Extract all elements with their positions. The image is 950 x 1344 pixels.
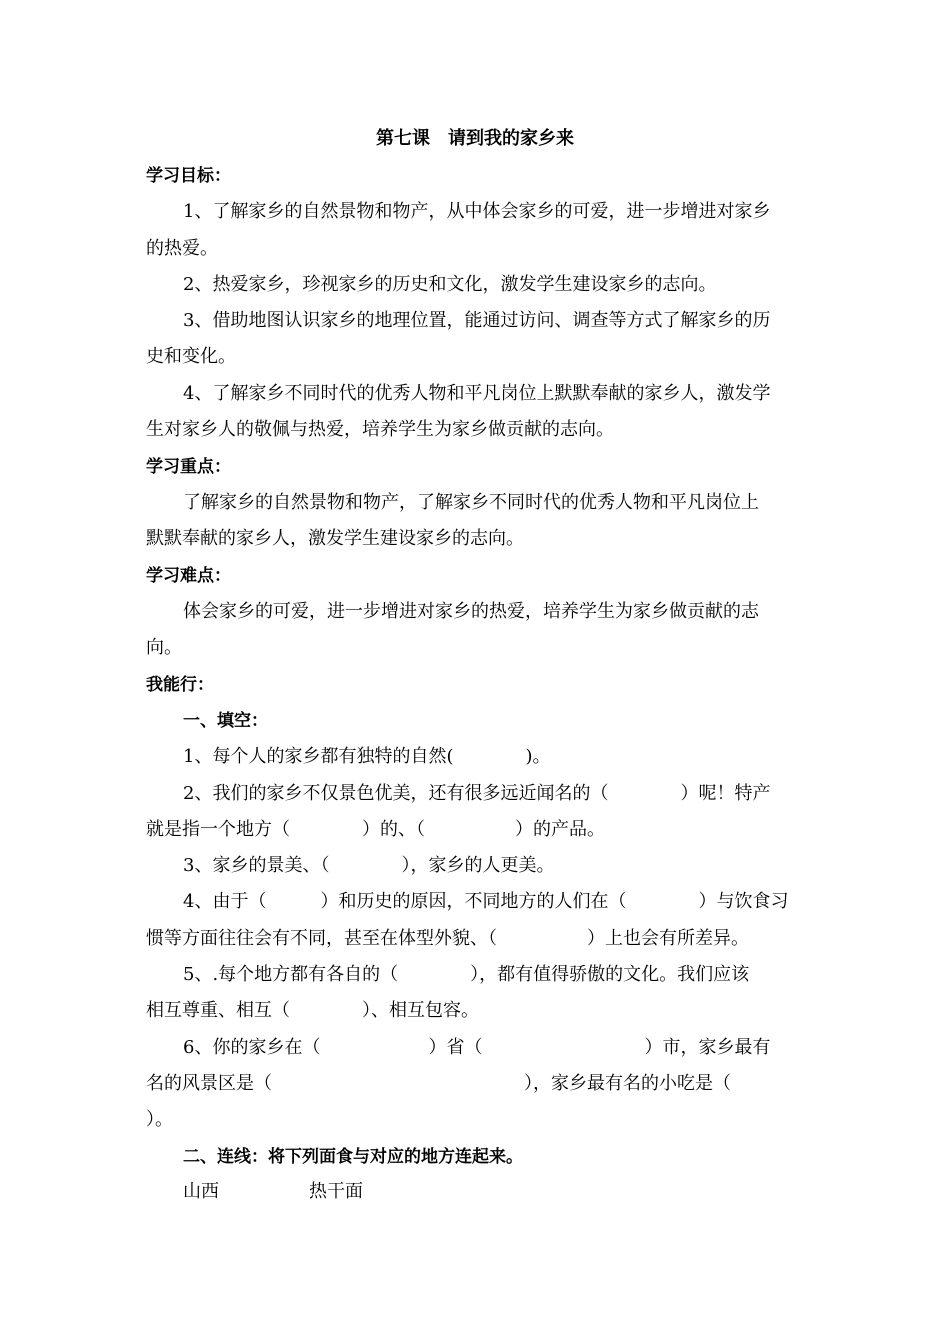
fill-blank-line: 1、每个人的家乡都有独特的自然( )。 [183,746,551,767]
objective-line: 史和变化。 [146,346,236,367]
match-right-item: 热干面 [309,1181,363,1202]
matching-heading: 二、连线：将下列面食与对应的地方连起来。 [183,1147,523,1167]
fill-blank-line: 相互尊重、相互（ ）、相互包容。 [146,1000,479,1021]
key-points-line: 了解家乡的自然景物和物产，了解家乡不同时代的优秀人物和平凡岗位上 [183,492,759,513]
fill-blank-line: 2、我们的家乡不仅景色优美，还有很多远近闻名的（ ）呢！特产 [183,783,771,804]
objectives-heading: 学习目标： [146,166,231,186]
difficulties-line: 体会家乡的可爱，进一步增进对家乡的热爱，培养学生为家乡做贡献的志 [183,601,759,622]
fill-blank-line: 3、家乡的景美、（ ），家乡的人更美。 [183,855,555,876]
key-points-heading: 学习重点： [146,457,231,477]
match-left-item: 山西 [183,1181,219,1202]
fill-blank-line: 6、你的家乡在（ ）省（ ）市，家乡最有 [183,1037,771,1058]
fill-blank-line: 5、.每个地方都有各自的（ ），都有值得骄傲的文化。我们应该 [183,964,750,985]
fill-blank-heading: 一、填空： [183,711,268,731]
fill-blank-line: 4、由于（ ）和历史的原因，不同地方的人们在（ ）与饮食习 [183,891,789,912]
fill-blank-line: 名的风景区是（ ），家乡最有名的小吃是（ [146,1073,731,1094]
objective-line: 的热爱。 [146,238,218,259]
fill-blank-line: 惯等方面往往会有不同，甚至在体型外貌、（ ）上也会有所差异。 [146,928,749,949]
fill-blank-line: 就是指一个地方（ ）的、（ ）的产品。 [146,819,605,840]
fill-blank-line: ）。 [146,1109,173,1130]
objective-line: 4、了解家乡不同时代的优秀人物和平凡岗位上默默奉献的家乡人，激发学 [183,383,771,404]
difficulties-line: 向。 [146,637,182,658]
objective-line: 2、热爱家乡，珍视家乡的历史和文化，激发学生建设家乡的志向。 [183,274,717,295]
exercise-heading: 我能行： [146,675,214,695]
key-points-line: 默默奉献的家乡人，激发学生建设家乡的志向。 [146,528,524,549]
objective-line: 生对家乡人的敬佩与热爱，培养学生为家乡做贡献的志向。 [146,419,614,440]
difficulties-heading: 学习难点： [146,566,231,586]
objective-line: 1、了解家乡的自然景物和物产，从中体会家乡的可爱，进一步增进对家乡 [183,201,771,222]
objective-line: 3、借助地图认识家乡的地理位置，能通过访问、调查等方式了解家乡的历 [183,310,771,331]
lesson-title: 第七课 请到我的家乡来 [376,128,574,149]
